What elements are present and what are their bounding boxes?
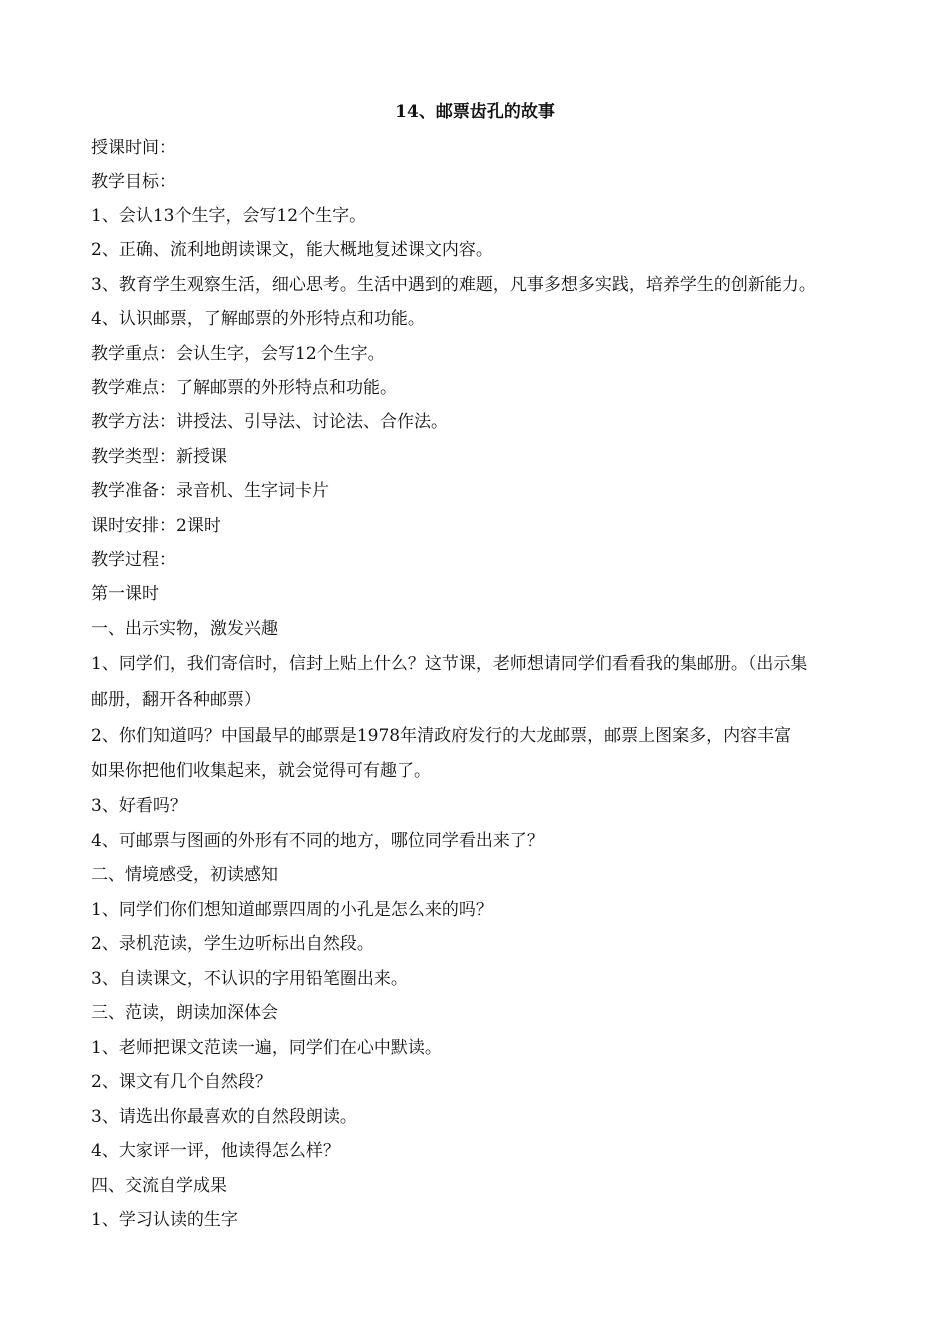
text-line: 4、认识邮票，了解邮票的外形特点和功能。	[91, 309, 425, 329]
text-line: 3、教育学生观察生活，细心思考。生活中遇到的难题，凡事多想多实践，培养学生的创新能力。	[91, 275, 816, 295]
text-line: 邮册，翻开各种邮票）	[91, 690, 261, 710]
section-heading: 二、情境感受，初读感知	[91, 865, 278, 885]
text-line: 2、课文有几个自然段？	[91, 1072, 272, 1092]
text-line: 教学过程：	[91, 550, 176, 570]
text-line: 4、可邮票与图画的外形有不同的地方，哪位同学看出来了？	[91, 831, 544, 851]
text-line: 4、大家评一评，他读得怎么样？	[91, 1141, 340, 1161]
section-heading: 三、范读，朗读加深体会	[91, 1003, 278, 1023]
text-line: 教学方法：讲授法、引导法、讨论法、合作法。	[91, 412, 448, 432]
text-line: 1、学习认读的生字	[91, 1210, 238, 1230]
text-line: 教学难点：了解邮票的外形特点和功能。	[91, 378, 397, 398]
text-line: 1、会认13个生字，会写12个生字。	[91, 206, 367, 226]
text-line: 1、同学们，我们寄信时，信封上贴上什么？这节课，老师想请同学们看看我的集邮册。（出示集	[91, 654, 808, 674]
text-line: 1、同学们你们想知道邮票四周的小孔是怎么来的吗？	[91, 900, 493, 920]
text-line: 3、好看吗？	[91, 796, 187, 816]
text-line: 授课时间：	[91, 138, 176, 158]
text-line: 课时安排：2课时	[91, 516, 221, 536]
section-heading: 四、交流自学成果	[91, 1176, 227, 1196]
section-heading: 一、出示实物，激发兴趣	[91, 619, 278, 639]
text-line: 3、自读课文，不认识的字用铅笔圈出来。	[91, 969, 408, 989]
text-line: 教学目标：	[91, 172, 176, 192]
text-line: 第一课时	[91, 584, 159, 604]
text-line: 教学准备：录音机、生字词卡片	[91, 481, 329, 501]
text-line: 2、你们知道吗？中国最早的邮票是1978年清政府发行的大龙邮票，邮票上图案多，内容丰富	[91, 726, 792, 746]
text-line: 如果你把他们收集起来，就会觉得可有趣了。	[91, 761, 431, 781]
text-line: 2、录机范读，学生边听标出自然段。	[91, 934, 374, 954]
text-line: 3、请选出你最喜欢的自然段朗读。	[91, 1107, 357, 1127]
text-line: 1、老师把课文范读一遍，同学们在心中默读。	[91, 1038, 442, 1058]
page-title: 14、邮票齿孔的故事	[395, 102, 555, 122]
text-line: 教学类型：新授课	[91, 447, 227, 467]
text-line: 2、正确、流利地朗读课文，能大概地复述课文内容。	[91, 240, 493, 260]
text-line: 教学重点：会认生字，会写12个生字。	[91, 344, 385, 364]
